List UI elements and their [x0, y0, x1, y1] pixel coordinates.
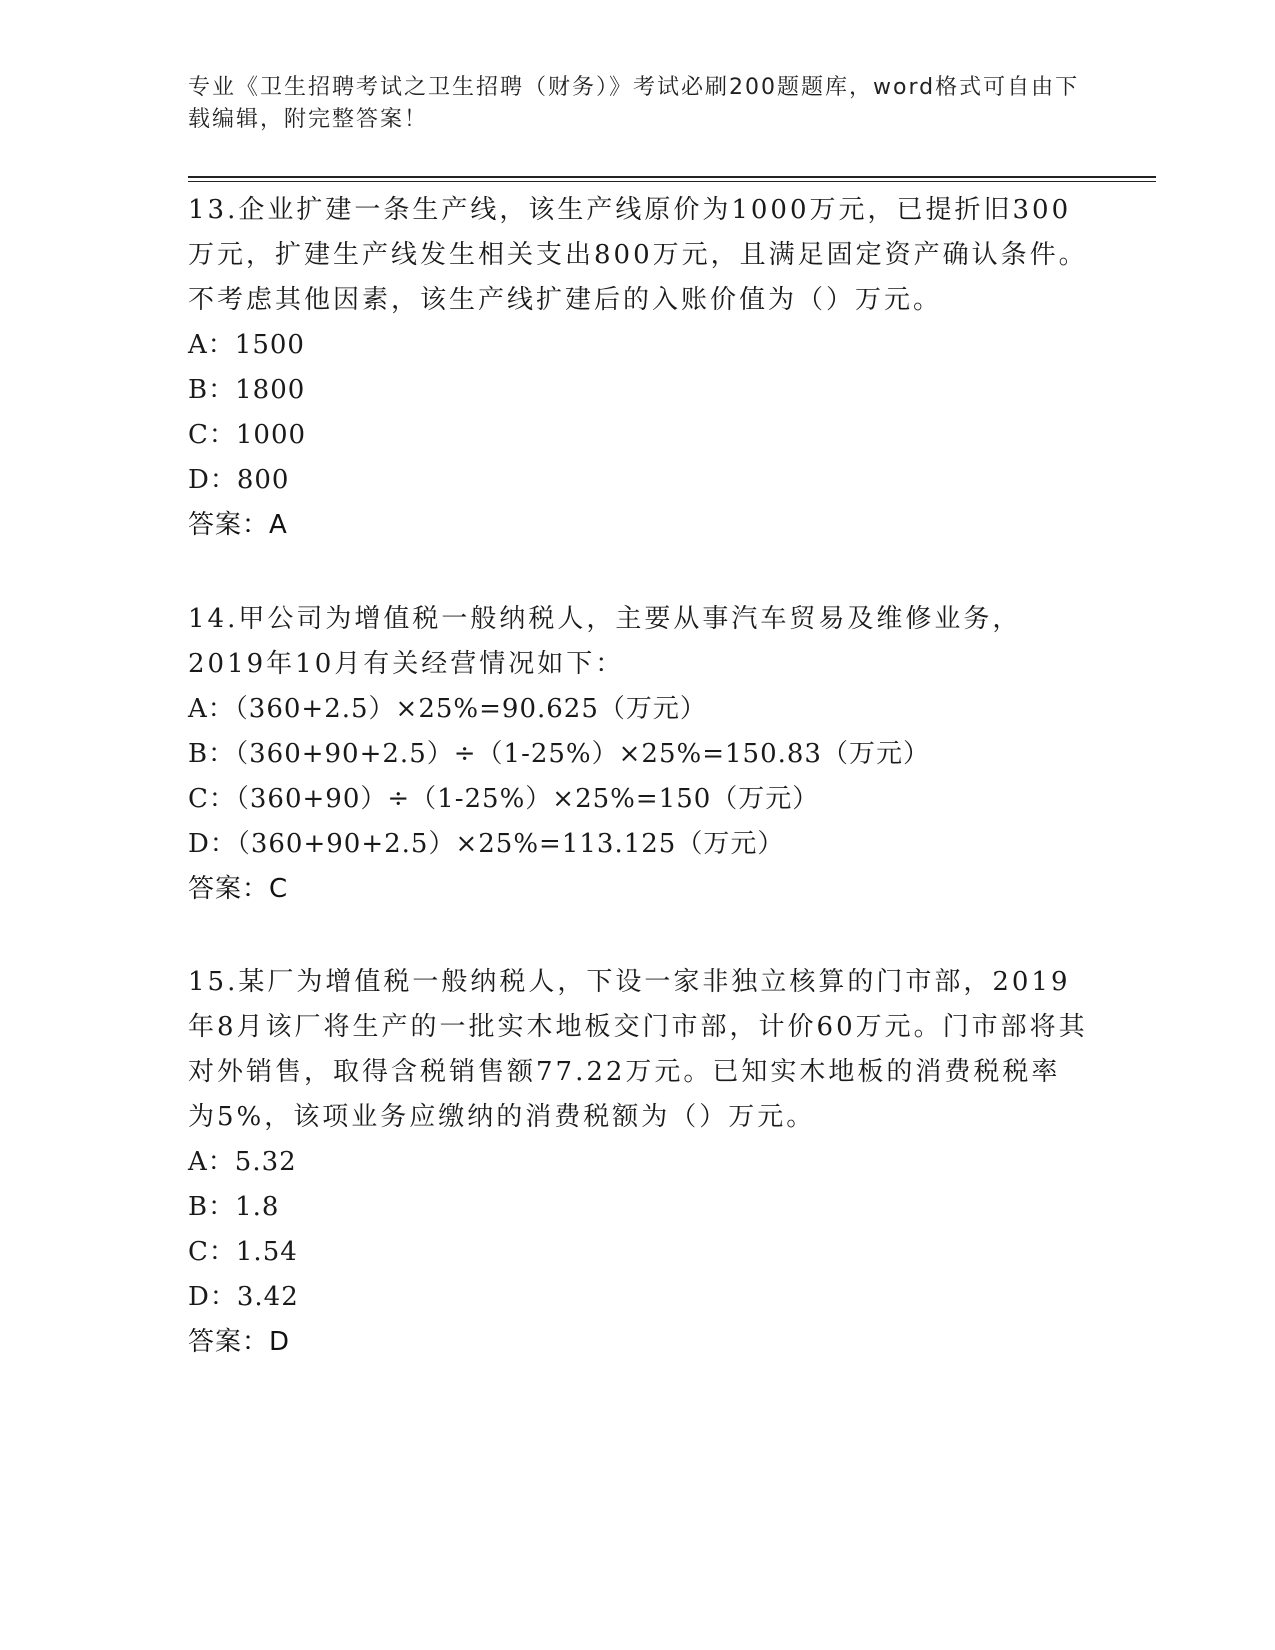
- option-a: A：1500: [188, 330, 305, 360]
- option-b: B：1800: [188, 375, 306, 405]
- option-list: [188, 1140, 1088, 1320]
- option-b: B：1.8: [188, 1192, 280, 1222]
- option-d: D：800: [188, 465, 290, 495]
- option-list: [188, 687, 1088, 867]
- question-stem: 13.企业扩建一条生产线，该生产线原价为1000万元，已提折旧300万元，扩建生产线发生相关支出800万元，且满足固定资产确认条件。不考虑其他因素，该生产线扩建后的入账价值为（）万元。: [188, 195, 1088, 315]
- option-c: C：（360+90）÷（1-25%）×25%=150（万元）: [188, 784, 820, 814]
- option-c: C：1000: [188, 420, 307, 450]
- option-a: A：（360+2.5）×25%=90.625（万元）: [188, 694, 707, 724]
- option-a: A：5.32: [188, 1147, 297, 1177]
- question-stem: 14.甲公司为增值税一般纳税人，主要从事汽车贸易及维修业务，2019年10月有关经营情况如下：: [188, 604, 1022, 679]
- header-rule-thin: [188, 181, 1156, 182]
- option-b: B：（360+90+2.5）÷（1-25%）×25%=150.83（万元）: [188, 739, 930, 769]
- question-stem: 15.某厂为增值税一般纳税人，下设一家非独立核算的门市部，2019年8月该厂将生产的一批实木地板交门市部，计价60万元。门市部将其对外销售，取得含税销售额77.22万元。已知实木地板的消费税税率为5%，该项业务应缴纳的消费税额为（）万元。: [188, 967, 1088, 1132]
- answer-label: 答案：A: [188, 510, 288, 540]
- option-d: D：3.42: [188, 1282, 299, 1312]
- question-14: [188, 597, 1088, 912]
- question-13: [188, 188, 1088, 548]
- option-c: C：1.54: [188, 1237, 298, 1267]
- answer-label: 答案：D: [188, 1327, 291, 1357]
- document-header: 专业《卫生招聘考试之卫生招聘（财务）》考试必刷200题题库，word格式可自由下载编辑，附完整答案！: [188, 75, 1080, 132]
- header-rule-thick: [188, 176, 1156, 178]
- option-d: D：（360+90+2.5）×25%=113.125（万元）: [188, 829, 785, 859]
- answer-label: 答案：C: [188, 874, 289, 904]
- option-list: [188, 323, 1088, 503]
- question-15: [188, 960, 1088, 1365]
